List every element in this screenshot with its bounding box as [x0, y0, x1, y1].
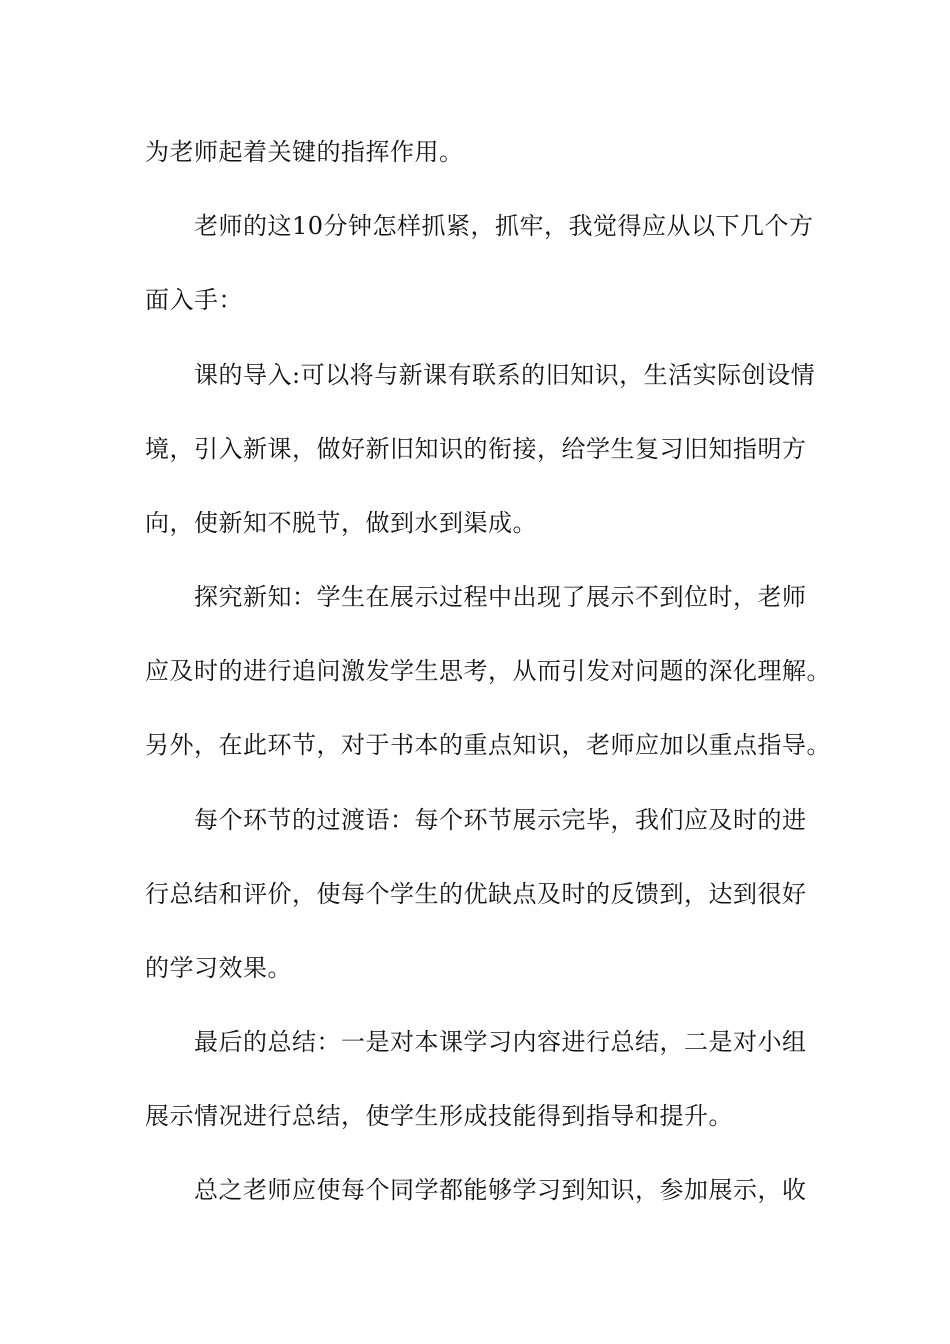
text-line: 为老师起着关键的指挥作用。: [145, 138, 464, 166]
text-line: 另外，在此环节，对于书本的重点知识，老师应加以重点指导。: [145, 731, 831, 759]
text-line: 展示情况进行总结，使学生形成技能得到指导和提升。: [145, 1102, 733, 1130]
paragraph-start-line: 最后的总结：一是对本课学习内容进行总结，二是对小组: [194, 1028, 807, 1056]
paragraph-start-line: 每个环节的过渡语：每个环节展示完毕，我们应及时的进: [194, 806, 807, 834]
text-line: 应及时的进行追问激发学生思考，从而引发对问题的深化理解。: [145, 657, 831, 685]
text-line: 行总结和评价，使每个学生的优缺点及时的反馈到，达到很好: [145, 880, 807, 908]
text-line: 向，使新知不脱节，做到水到渠成。: [145, 509, 537, 537]
text-line: 境，引入新课，做好新旧知识的衔接，给学生复习旧知指明方: [145, 435, 807, 463]
paragraph-start-line: 课的导入:可以将与新课有联系的旧知识，生活实际创设情: [194, 361, 816, 389]
text-line: 的学习效果。: [145, 954, 292, 982]
paragraph-start-line: 探究新知：学生在展示过程中出现了展示不到位时，老师: [194, 583, 807, 611]
paragraph-start-line: 总之老师应使每个同学都能够学习到知识，参加展示，收: [194, 1176, 807, 1204]
paragraph-start-line: 老师的这10分钟怎样抓紧，抓牢，我觉得应从以下几个方: [194, 212, 814, 240]
text-line: 面入手：: [145, 286, 243, 314]
